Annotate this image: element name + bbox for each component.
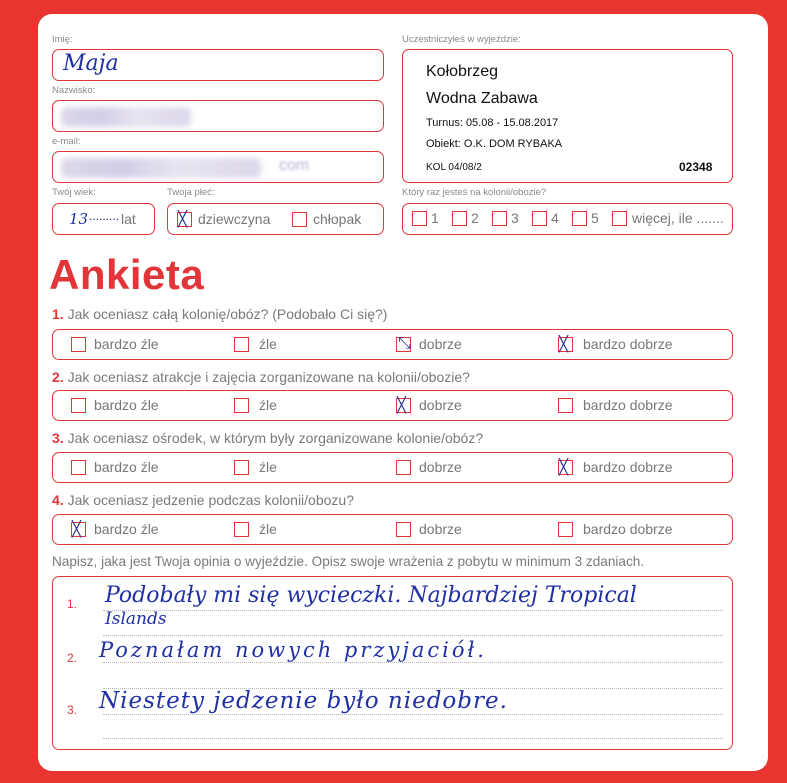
answer-row-1 — [52, 329, 733, 360]
q2-option-label: dobrze — [419, 397, 462, 413]
gender-field — [167, 203, 384, 235]
q2-option-label: bardzo źle — [94, 397, 159, 413]
check-mark-icon: ⤡ — [398, 333, 411, 352]
times-option-5: 5 — [591, 210, 599, 226]
writing-line — [103, 610, 723, 611]
q1-option-label: bardzo źle — [94, 336, 159, 352]
question-4 — [52, 492, 354, 508]
question-2-text: Jak oceniasz atrakcje i zajęcia zorganizowane na kolonii/obozie? — [67, 369, 470, 385]
q3-option-label: źle — [259, 459, 277, 475]
q1-checkbox-zle[interactable] — [234, 337, 249, 352]
q3-option-label: bardzo dobrze — [583, 459, 673, 475]
question-3-text: Jak oceniasz ośrodek, w którym były zorganizowane kolonie/obóz? — [67, 430, 484, 446]
opinion-line-1-number: 1. — [67, 597, 78, 611]
times-option-3: 3 — [511, 210, 519, 226]
q3-option-label: bardzo źle — [94, 459, 159, 475]
q4-checkbox-dobrze[interactable] — [396, 522, 411, 537]
gender-label: Twoja płeć: — [167, 187, 215, 198]
q4-option-label: źle — [259, 521, 277, 537]
q2-checkbox-bardzo-zle[interactable] — [71, 398, 86, 413]
email-label: e-mail: — [52, 136, 81, 147]
q2-option-label: źle — [259, 397, 277, 413]
writing-line — [103, 714, 723, 715]
q1-option-label: źle — [259, 336, 277, 352]
q3-checkbox-bardzo-zle[interactable] — [71, 460, 86, 475]
email-field[interactable] — [52, 151, 384, 183]
check-mark-icon: ╳ — [178, 210, 188, 228]
times-option-more: więcej, ile ....... — [632, 210, 724, 226]
name-field[interactable] — [52, 49, 384, 81]
email-tail: com — [279, 157, 310, 174]
gender-option-boy: chłopak — [313, 211, 362, 227]
writing-line — [103, 738, 723, 739]
opinion-box[interactable] — [52, 576, 733, 750]
gender-checkbox-girl[interactable] — [177, 212, 192, 227]
check-mark-icon: ╳ — [559, 335, 569, 353]
q4-checkbox-bardzo-zle[interactable] — [71, 522, 86, 537]
question-1 — [52, 306, 387, 322]
times-checkbox-4[interactable] — [532, 211, 547, 226]
q3-option-label: dobrze — [419, 459, 462, 475]
question-1-number: 1. — [52, 306, 64, 322]
writing-line — [103, 662, 723, 663]
times-label: Który raz jesteś na kolonii/obozie? — [402, 187, 547, 198]
opinion-line-2-number: 2. — [67, 651, 78, 665]
question-4-text: Jak oceniasz jedzenie podczas kolonii/obozu? — [67, 492, 354, 508]
opinion-line-3-text: Niestety jedzenie było niedobre. — [99, 688, 508, 714]
name-value: Maja — [63, 51, 119, 76]
question-2-number: 2. — [52, 369, 64, 385]
q1-checkbox-dobrze[interactable] — [396, 333, 411, 352]
times-checkbox-2[interactable] — [452, 211, 467, 226]
question-3 — [52, 430, 483, 446]
check-mark-icon: ╳ — [72, 520, 82, 538]
opinion-line-1-text: Podobały mi się wycieczki. Najbardziej Tropical — [105, 583, 637, 608]
answer-row-3 — [52, 452, 733, 483]
trip-turnus: Turnus: 05.08 - 15.08.2017 — [426, 117, 559, 129]
q4-option-label: bardzo źle — [94, 521, 159, 537]
times-checkbox-5[interactable] — [572, 211, 587, 226]
answer-row-4 — [52, 514, 733, 545]
question-3-number: 3. — [52, 430, 64, 446]
question-4-number: 4. — [52, 492, 64, 508]
opinion-line-3-number: 3. — [67, 703, 78, 717]
q1-checkbox-bardzo-zle[interactable] — [71, 337, 86, 352]
times-field — [402, 203, 733, 235]
q2-checkbox-bardzo-dobrze[interactable] — [558, 398, 573, 413]
email-redacted — [61, 158, 261, 178]
gender-option-girl: dziewczyna — [198, 211, 271, 227]
times-option-4: 4 — [551, 210, 559, 226]
q4-checkbox-zle[interactable] — [234, 522, 249, 537]
q4-option-label: dobrze — [419, 521, 462, 537]
trip-object: Obiekt: O.K. DOM RYBAKA — [426, 138, 563, 150]
q3-checkbox-bardzo-dobrze[interactable] — [558, 460, 573, 475]
age-field[interactable] — [52, 203, 155, 235]
age-label: Twój wiek: — [52, 187, 96, 198]
q3-checkbox-dobrze[interactable] — [396, 460, 411, 475]
age-dots: ......... — [89, 209, 120, 223]
q3-checkbox-zle[interactable] — [234, 460, 249, 475]
q2-checkbox-zle[interactable] — [234, 398, 249, 413]
opinion-line-2-text: Poznałam nowych przyjaciół. — [99, 638, 487, 662]
trip-code: KOL 04/08/2 — [426, 162, 482, 173]
age-value: 13 — [69, 210, 89, 228]
times-checkbox-1[interactable] — [412, 211, 427, 226]
surname-field[interactable] — [52, 100, 384, 132]
question-2 — [52, 369, 470, 385]
q1-checkbox-bardzo-dobrze[interactable] — [558, 337, 573, 352]
age-unit: lat — [121, 211, 136, 227]
survey-title: Ankieta — [49, 251, 205, 298]
opinion-prompt: Napisz, jaka jest Twoja opinia o wyjeździe. Opisz swoje wrażenia z pobytu w minimum 3 zdaniach. — [52, 554, 645, 569]
check-mark-icon: ╳ — [397, 396, 407, 414]
q4-option-label: bardzo dobrze — [583, 521, 673, 537]
writing-line — [103, 635, 723, 636]
name-label: Imię: — [52, 34, 73, 45]
trip-name: Wodna Zabawa — [426, 90, 538, 107]
surname-label: Nazwisko: — [52, 85, 96, 96]
answer-row-2 — [52, 390, 733, 421]
times-checkbox-more[interactable] — [612, 211, 627, 226]
gender-checkbox-boy[interactable] — [292, 212, 307, 227]
check-mark-icon: ╳ — [559, 458, 569, 476]
question-1-text: Jak oceniasz całą kolonię/obóz? (Podobało Ci się?) — [67, 306, 388, 322]
q1-option-label: dobrze — [419, 336, 462, 352]
q2-option-label: bardzo dobrze — [583, 397, 673, 413]
surname-redacted — [61, 107, 191, 127]
times-option-1: 1 — [431, 210, 439, 226]
q1-option-label: bardzo dobrze — [583, 336, 673, 352]
trip-label: Uczestniczyłeś w wyjeździe: — [402, 34, 521, 45]
times-option-2: 2 — [471, 210, 479, 226]
times-checkbox-3[interactable] — [492, 211, 507, 226]
trip-number: 02348 — [679, 160, 713, 174]
trip-box — [402, 49, 733, 183]
trip-city: Kołobrzeg — [426, 63, 499, 80]
form-sheet — [38, 14, 768, 771]
opinion-line-1-cont: Islands — [105, 609, 167, 629]
q2-checkbox-dobrze[interactable] — [396, 398, 411, 413]
q4-checkbox-bardzo-dobrze[interactable] — [558, 522, 573, 537]
